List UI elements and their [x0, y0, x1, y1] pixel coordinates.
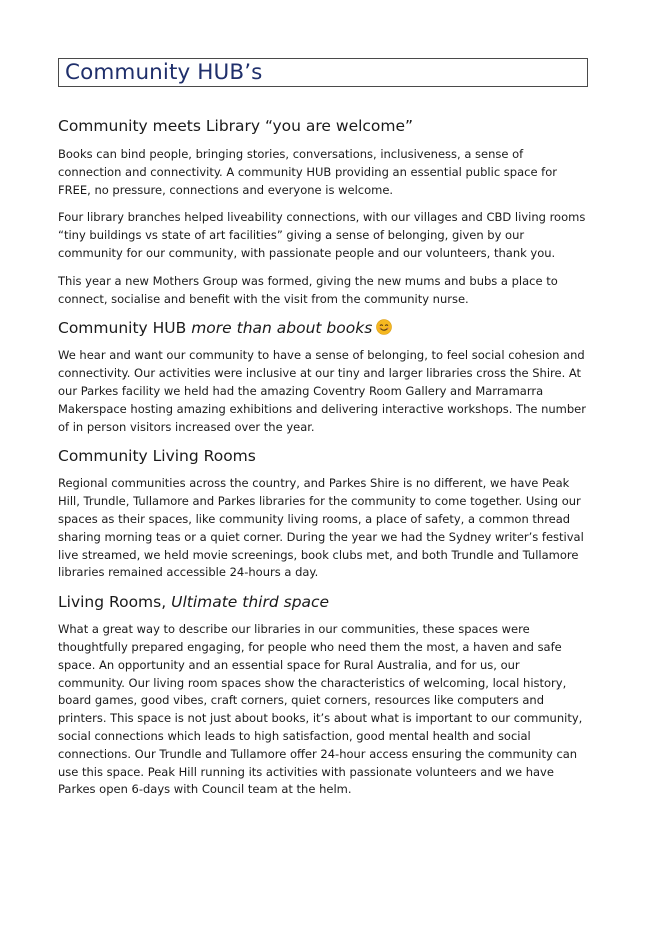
- section-living-rooms-third-space: [58, 593, 588, 799]
- paragraph: Regional communities across the country, and Parkes Shire is no different, we have Peak Hill, Trundle, Tullamore and Parkes libraries for the community to come together. Using our spaces as their spaces, like community living rooms, a place of safety, a common thread sharing morning teas or a quiet corner. During the year we had the Sydney writer’s festival live streamed, we held movie screenings, book clubs met, and both Trundle and Tullamore libraries remained accessible 24-hours a day.: [58, 476, 584, 580]
- section-heading: [58, 593, 588, 611]
- section-heading: Community Living Rooms: [58, 447, 256, 466]
- page-title: Community HUB’s: [65, 60, 263, 85]
- smiling-face-emoji-icon: [376, 319, 392, 335]
- heading-plain-text: Community HUB: [58, 319, 192, 338]
- section-community-hub: [58, 319, 588, 436]
- document-page: [58, 58, 588, 799]
- section-heading: [58, 319, 588, 337]
- heading-italic-text: more than about books: [191, 319, 373, 338]
- title-box: [58, 58, 588, 87]
- section-heading: Community meets Library “you are welcome”: [58, 117, 414, 135]
- section-community-meets-library: [58, 117, 588, 308]
- paragraph: This year a new Mothers Group was formed, giving the new mums and bubs a place to connect, socialise and benefit with the visit from the community nurse.: [58, 273, 558, 306]
- section-community-living-rooms: [58, 447, 588, 582]
- paragraph: Books can bind people, bringing stories, conversations, inclusiveness, a sense of connection and connectivity. A community HUB providing an essential public space for FREE, no pressure, connections and everyone is welcome.: [58, 147, 557, 197]
- paragraph: Four library branches helped liveability connections, with our villages and CBD living rooms “tiny buildings vs state of art facilities” giving a sense of belonging, given by our community for our community, with passionate people and our volunteers, thank you.: [58, 210, 586, 260]
- paragraph: What a great way to describe our libraries in our communities, these spaces were thoughtfully prepared engaging, for people who need them the most, a haven and safe space. An opportunity and an essential space for Rural Australia, and for us, our community. Our living room spaces show the characteristics of welcoming, local history, board games, good vibes, craft corners, quiet corners, resources like computers and printers. This space is not just about books, it’s about what is important to our community, social connections which leads to high satisfaction, good mental health and social connections. Our Trundle and Tullamore offer 24-hour access ensuring the community can use this space. Peak Hill running its activities with passionate volunteers and we have Parkes open 6-days with Council team at the helm.: [58, 622, 583, 797]
- paragraph: We hear and want our community to have a sense of belonging, to feel social cohesion and connectivity. Our activities were inclusive at our tiny and larger libraries cross the Shire. At our Parkes facility we held had the amazing Coventry Room Gallery and Marramarra Makerspace hosting amazing exhibitions and delivering interactive workshops. The number of in person visitors increased over the year.: [58, 348, 586, 434]
- heading-plain-text: Living Rooms,: [58, 593, 172, 612]
- heading-italic-text: Ultimate third space: [171, 593, 330, 612]
